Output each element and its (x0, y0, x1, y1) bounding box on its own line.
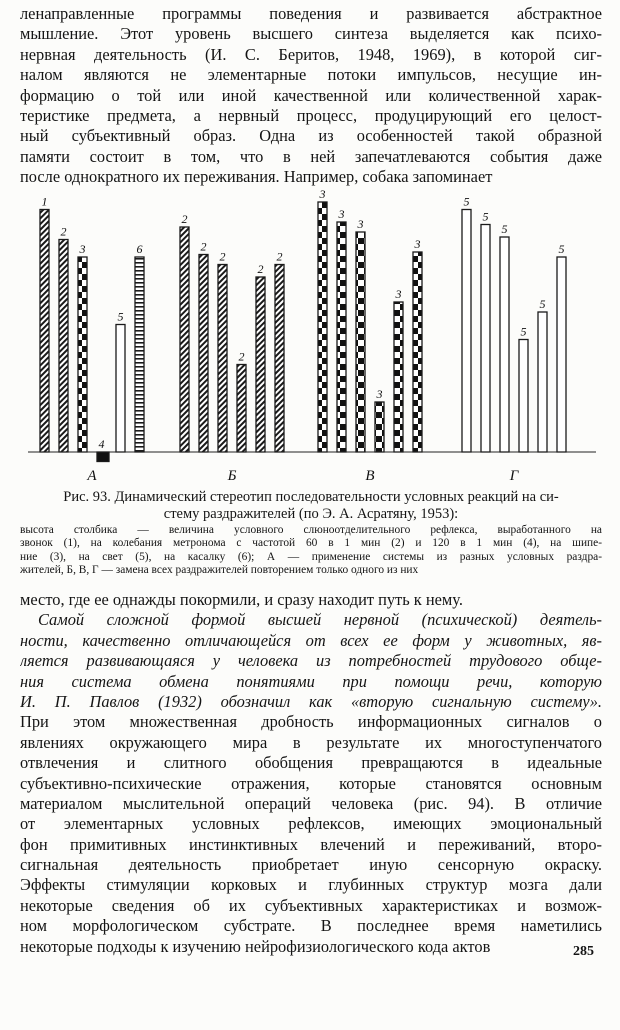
bar-label: 5 (520, 324, 527, 339)
bar-label: 2 (60, 224, 67, 239)
bottom_text-line: отвлечения и слитного обобщения превращаются в идеальные (20, 753, 602, 773)
bar-label: 6 (136, 242, 143, 256)
bar-Г-3 (500, 237, 509, 452)
bottom_text-line: И. П. Павлов (1932) обозначил как «вторую сигнальную систему». (20, 691, 602, 711)
figure-93-bar-chart (22, 190, 602, 490)
bar-Б-3 (218, 265, 227, 453)
bottom_text-line: ном морфологическом субстрате. В последнее время наметились (20, 916, 602, 936)
bar-А-3 (78, 257, 87, 452)
bar-label: 4 (98, 437, 105, 451)
figure-caption-title (20, 489, 602, 523)
bottom_text-line: ляется развивающаяся у человека из потребностей трудового обще- (20, 651, 602, 671)
bar-label: 2 (181, 212, 188, 226)
top_text-line: памяти состоит в том, что в ней запечатлеваются события даже (20, 146, 602, 166)
bottom_text-line: некоторые сведения об их субъективных характеристиках и возмож- (20, 895, 602, 915)
paragraph-bottom (20, 590, 602, 957)
bar-А-5 (116, 325, 125, 453)
bar-label: 3 (414, 237, 421, 251)
bar-Г-2 (481, 225, 490, 453)
bar-Г-4 (519, 340, 528, 453)
bar-В-5 (394, 302, 403, 452)
bar-label: 3 (376, 387, 383, 401)
bar-А-1 (40, 210, 49, 453)
caption-body-line: высота столбика — величина условного слюноотделительного рефлекса, выработанного на (20, 524, 602, 536)
bottom_text-line: материалом мыслительной операций человека (рис. 94). В отличие (20, 793, 602, 813)
bar-А-4 (97, 452, 109, 462)
bar-Б-1 (180, 227, 189, 452)
bar-label: 3 (357, 217, 364, 231)
top_text-line: налом являются не элементарные потоки импульсов, несущие ин- (20, 65, 602, 85)
bottom_text-line: фон примитивных инстинктивных влечений и переживаний, второ- (20, 834, 602, 854)
group-label: В (365, 468, 375, 484)
bar-А-2 (59, 240, 68, 453)
bar-В-4 (375, 402, 384, 452)
bar-label: 2 (200, 239, 207, 254)
bottom_text-line: место, где ее однажды покормили, и сразу находит путь к нему. (20, 590, 463, 609)
bar-В-2 (337, 222, 346, 452)
bar-label: 5 (117, 309, 124, 324)
bottom_text-line: При этом множественная дробность информационных сигналов о (20, 712, 602, 732)
group-label: А (87, 468, 97, 484)
bottom_text-line: субъективно-психические отражения, которые становятся основным (20, 773, 602, 793)
bottom_text-line: сигнальная деятельность приобретает иную сенсорную окраску. (20, 855, 602, 875)
top_text-line: теристике предмета, а нервный процесс, продуцирующий его целост- (20, 105, 602, 125)
bar-Г-6 (557, 257, 566, 452)
bar-Б-2 (199, 255, 208, 453)
bar-Г-1 (462, 210, 471, 453)
caption-title-line: Рис. 93. Динамический стереотип последовательности условных реакций на си- (63, 489, 559, 505)
bar-В-6 (413, 252, 422, 452)
caption-body-line: жителей, Б, В, Г — замена всех раздражителей повторением только одного из них (20, 564, 419, 577)
figure-caption-body (20, 524, 602, 578)
caption-body-line: звонок (1), на колебания метронома с частотой 60 в 1 мин (2) и 120 в 1 мин (4), на шипе- (20, 537, 602, 550)
bar-label: 5 (482, 209, 489, 224)
bar-Б-5 (256, 277, 265, 452)
top_text-line: формацию о той или иной качественной или количественной харак- (20, 85, 602, 105)
bar-А-6 (135, 257, 144, 452)
bar-label: 5 (463, 194, 470, 209)
top_text-line: нервная деятельность (И. С. Беритов, 1948, 1969), в которой сиг- (20, 44, 602, 64)
bar-label: 2 (276, 249, 283, 264)
top_text-line: после однократного их переживания. Например, собака запоминает (20, 167, 493, 187)
bar-label: 3 (319, 190, 326, 201)
bottom_text-line: Самой сложной формой высшей нервной (психической) деятель- (38, 610, 602, 630)
top_text-line: ленаправленные программы поведения и развивается абстрактное (20, 4, 602, 23)
bar-label: 1 (41, 194, 48, 209)
bottom_text-line: явлениях окружающего мира в результате их многоступенчатого (20, 732, 602, 752)
group-label: Б (227, 468, 237, 484)
bar-В-3 (356, 232, 365, 452)
bar-label: 2 (238, 349, 245, 364)
bottom_text-line: ния система обмена понятиями при помощи речи, которую (20, 671, 602, 691)
bar-label: 2 (257, 262, 264, 276)
bar-label: 3 (79, 242, 86, 256)
top_text-line: ный субъективный образ. Одна из особенностей такой образной (20, 126, 602, 146)
bar-label: 5 (539, 297, 546, 311)
bar-label: 5 (501, 222, 508, 236)
bottom_text-line: Эффекты стимуляции корковых и глубинных структур мозга дали (20, 875, 602, 895)
bar-Г-5 (538, 312, 547, 452)
bar-label: 2 (219, 249, 226, 264)
bar-label: 5 (558, 242, 565, 256)
bar-label: 3 (338, 207, 345, 221)
paragraph-top (20, 4, 602, 188)
group-label: Г (509, 468, 519, 484)
bottom_text-line: от элементарных условных рефлексов, имеющих эмоциональный (20, 814, 602, 834)
page-number: 285 (573, 944, 594, 959)
caption-body-line: ние (3), на свет (5), на касалку (6); А — применение системы из разных условных раздра- (20, 550, 602, 563)
caption-title-line: стему раздражителей (по Э. А. Асратяну, 1953): (163, 506, 459, 522)
bar-Б-4 (237, 365, 246, 453)
bar-В-1 (318, 202, 327, 452)
bar-Б-6 (275, 265, 284, 453)
top_text-line: мышление. Этот уровень высшего синтеза выделяется как психо- (20, 24, 602, 44)
bottom_text-line: ности, качественно отличающейся от всех ее форм у животных, яв- (20, 630, 602, 650)
bottom_text-line: некоторые подходы к изучению нейрофизиологического кода актов (20, 936, 491, 956)
bar-label: 3 (395, 287, 402, 301)
